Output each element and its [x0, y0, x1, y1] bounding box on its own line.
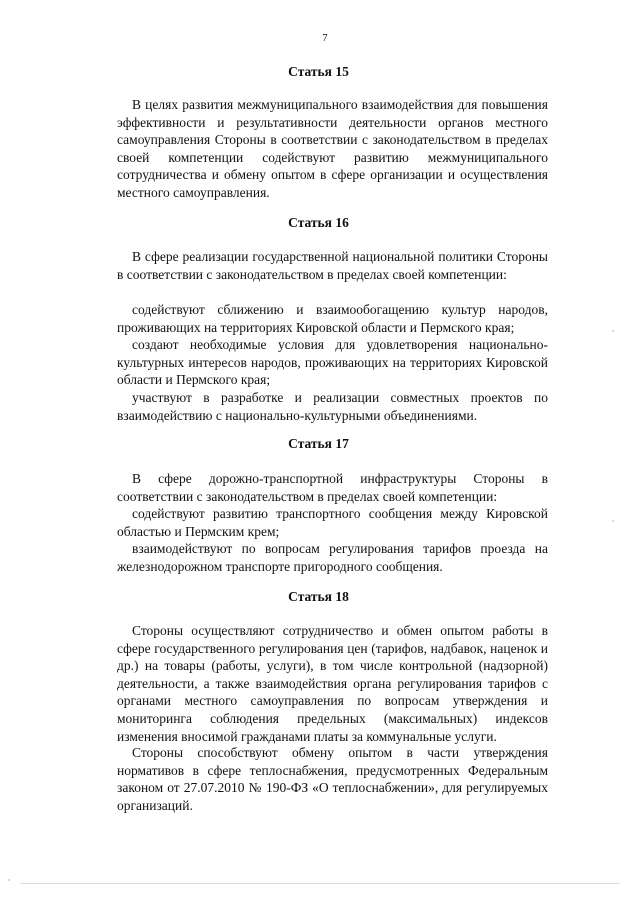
article-16-paragraph-1: В сфере реализации государственной национальной политики Стороны в соответствии с законодательством в пределах своей компетенции:: [117, 249, 548, 282]
article-17-paragraph-1: В сфере дорожно-транспортной инфраструктуры Стороны в соответствии с законодательством в пределах своей компетенции:: [117, 471, 548, 504]
article-15-paragraph-1: В целях развития межмуниципального взаимодействия для повышения эффективности и результативности деятельности органов местного самоуправления Стороны в соответствии с законодательством в пределах своей компетенции содействуют развитию межмуниципального сотрудничества и обмену опытом в сфере организации и осуществления местного самоуправления.: [117, 97, 548, 200]
scan-artifact-line: [20, 883, 620, 884]
article-18-heading: Статья 18: [288, 589, 349, 604]
scan-artifact-dot: [612, 520, 614, 522]
page-number: 7: [322, 33, 328, 44]
article-15-heading: Статья 15: [288, 64, 349, 79]
article-16-paragraph-4: участвуют в разработке и реализации совместных проектов по взаимодействию с национально-культурными объединениями.: [117, 390, 548, 423]
article-17-paragraph-3: взаимодействуют по вопросам регулирования тарифов проезда на железнодорожном транспорте пригородного сообщения.: [117, 541, 548, 574]
article-18-paragraph-1: Стороны осуществляют сотрудничество и обмен опытом работы в сфере государственного регулирования цен (тарифов, надбавок, наценок и др.) на товары (работы, услуги), в том числе контрольной (надзорной) деятельности, а также взаимодействия органа регулирования тарифов с органами местного самоуправления по вопросам утверждения и мониторинга соблюдения предельных (максимальных) индексов изменения вносимой гражданами платы за коммунальные услуги.: [117, 623, 548, 744]
article-17-paragraph-2: содействуют развитию транспортного сообщения между Кировской областью и Пермским крем;: [117, 506, 548, 539]
scan-artifact-dot: [612, 330, 614, 332]
article-16-paragraph-2: содействуют сближению и взаимообогащению культур народов, проживающих на территориях Кировской области и Пермского края;: [117, 302, 548, 335]
scan-artifact-dot: [8, 879, 10, 881]
article-16-heading: Статья 16: [288, 215, 349, 230]
article-17-heading: Статья 17: [288, 436, 349, 451]
article-18-paragraph-2: Стороны способствуют обмену опытом в части утверждения нормативов в сфере теплоснабжения, предусмотренных Федеральным законом от 27.07.2010 № 190-ФЗ «О теплоснабжении», для регулируемых организаций.: [117, 745, 548, 813]
article-16-paragraph-3: создают необходимые условия для удовлетворения национально-культурных интересов народов, проживающих на территориях Кировской области и Пермского края;: [117, 337, 548, 388]
